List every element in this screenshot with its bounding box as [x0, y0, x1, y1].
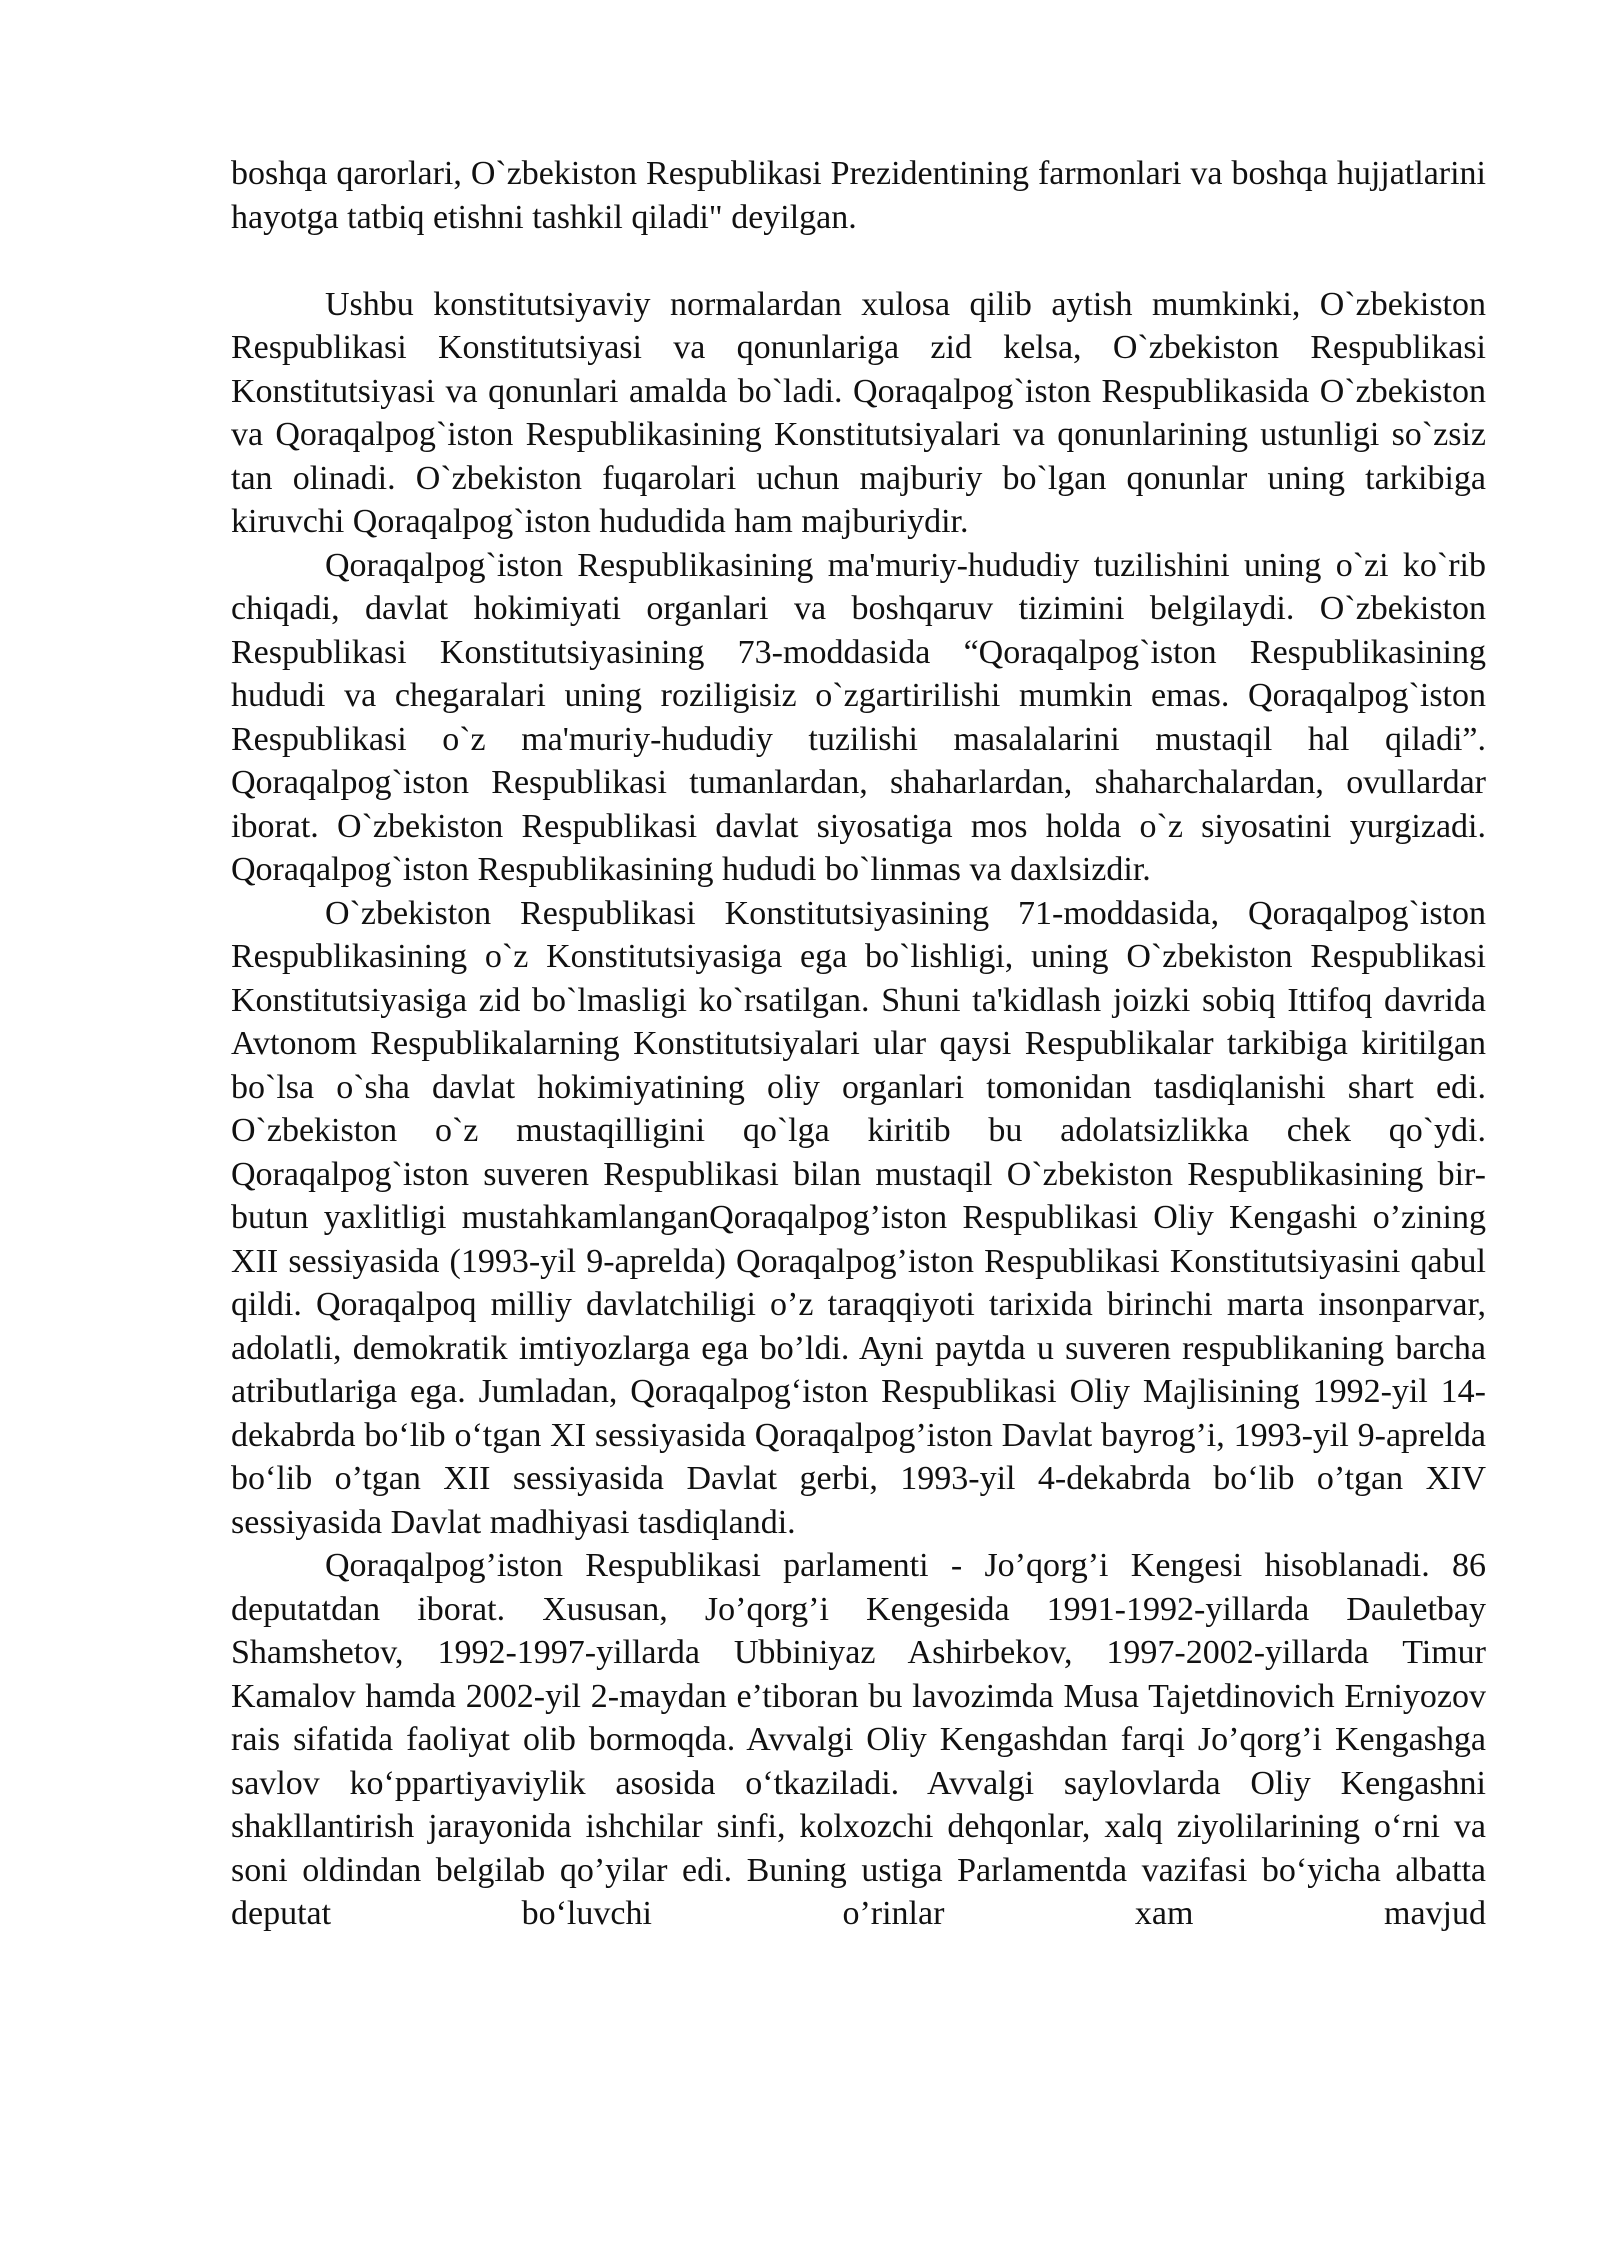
paragraph-parliament: Qoraqalpog’iston Respublikasi parlamenti - Jo’qorg’i Kengesi hisoblanadi. 86 deputatdan iborat. Xususan, Jo’qorg’i Kengesida 1991-1992-yillarda Dauletbay Shamshetov, 1992-1997-yillarda Ubbiniyaz Ashirbekov, 1997-2002-yillarda Timur Kamalov hamda 2002-yil 2-maydan e’tiboran bu lavozimda Musa Tajetdinovich Erniyozov rais sifatida faoliyat olib bormoqda. Avvalgi Oliy Kengashdan farqi Jo’qorg’i Kengashga savlov ko‘ppartiyaviylik asosida o‘tkaziladi. Avvalgi saylovlarda Oliy Kengashni shakllantirish jarayonida ishchilar sinfi, kolxozchi dehqonlar, xalq ziyolilarining o‘rni va soni oldindan belgilab qo’yilar edi. Buning ustiga Parlamentda vazifasi bo‘yicha albatta deputat bo‘luvchi o’rinlar xam mavjud	[231, 1547, 1486, 1932]
document-page	[231, 152, 1486, 1936]
paragraph-spacer	[231, 239, 1486, 283]
paragraph-constitutional-norms: Ushbu konstitutsiyaviy normalardan xulosa qilib aytish mumkinki, O`zbekiston Respublikasi Konstitutsiyasi va qonunlariga zid kelsa, O`zbekiston Respublikasi Konstitutsiyasi va qonunlari amalda bo`ladi. Qoraqalpog`iston Respublikasida O`zbekiston va Qoraqalpog`iston Respublikasining Konstitutsiyalari va qonunlarining ustunligi so`zsiz tan olinadi. O`zbekiston fuqarolari uchun majburiy bo`lgan qonunlar uning tarkibiga kiruvchi Qoraqalpog`iston hududida ham majburiydir.	[231, 285, 1486, 540]
paragraph-article-71: O`zbekiston Respublikasi Konstitutsiyasining 71-moddasida, Qoraqalpog`iston Respublikasining o`z Konstitutsiyasiga ega bo`lishligi, uning O`zbekiston Respublikasi Konstitutsiyasiga zid bo`lmasligi ko`rsatilgan. Shuni ta'kidlash joizki sobiq Ittifoq davrida Avtonom Respublikalarning Konstitutsiyalari ular qaysi Respublikalar tarkibiga kiritilgan bo`lsa o`sha davlat hokimiyatining oliy organlari tomonidan tasdiqlanishi shart edi. O`zbekiston o`z mustaqilligini qo`lga kiritib bu adolatsizlikka chek qo`ydi. Qoraqalpog`iston suveren Respublikasi bilan mustaqil O`zbekiston Respublikasining bir-butun yaxlitligi mustahkamlanganQoraqalpog’iston Respublikasi Oliy Kengashi o’zining XII sessiyasida (1993-yil 9-aprelda) Qoraqalpog’iston Respublikasi Konstitutsiyasini qabul qildi. Qoraqalpoq milliy davlatchiligi o’z taraqqiyoti tarixida birinchi marta insonparvar, adolatli, demokratik imtiyozlarga ega bo’ldi. Ayni paytda u suveren respublikaning barcha atributlariga ega. Jumladan, Qoraqalpog‘iston Respublikasi Oliy Majlisining 1992-yil 14-dekabrda bo‘lib o‘tgan XI sessiyasida Qoraqalpog’iston Davlat bayrog’i, 1993-yil 9-aprelda bo‘lib o’tgan XII sessiyasida Davlat gerbi, 1993-yil 4-dekabrda bo‘lib o’tgan XIV sessiyasida Davlat madhiyasi tasdiqlandi.	[231, 894, 1486, 1541]
paragraph-administrative-structure: Qoraqalpog`iston Respublikasining ma'muriy-hududiy tuzilishini uning o`zi ko`rib chiqadi, davlat hokimiyati organlari va boshqaruv tizimini belgilaydi. O`zbekiston Respublikasi Konstitutsiyasining 73-moddasida “Qoraqalpog`iston Respublikasining hududi va chegaralari uning roziligisiz o`zgartirilishi mumkin emas. Qoraqalpog`iston Respublikasi o`z ma'muriy-hududiy tuzilishi masalalarini mustaqil hal qiladi”. Qoraqalpog`iston Respublikasi tumanlardan, shaharlardan, shaharchalardan, ovullardar iborat. O`zbekiston Respublikasi davlat siyosatiga mos holda o`z siyosatini yurgizadi. Qoraqalpog`iston Respublikasining hududi bo`linmas va daxlsizdir.	[231, 546, 1486, 888]
paragraph-continued: boshqa qarorlari, O`zbekiston Respublikasi Prezidentining farmonlari va boshqa hujjatlarini hayotga tatbiq etishni tashkil qiladi" deyilgan.	[231, 155, 1486, 236]
